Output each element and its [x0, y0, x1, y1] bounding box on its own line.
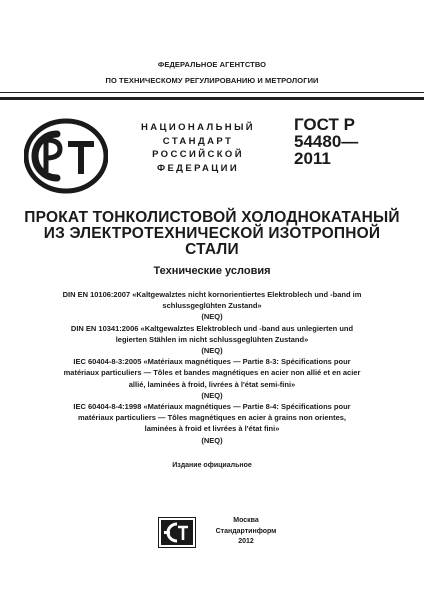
agency-subtitle: ПО ТЕХНИЧЕСКОМУ РЕГУЛИРОВАНИЮ И МЕТРОЛОГИИ [105, 76, 319, 85]
reference-line: allié, laminées à froid, livrées à l'état semi-fini» [128, 379, 296, 389]
national-standard-line: НАЦИОНАЛЬНЫЙ [141, 122, 255, 133]
title-line: ИЗ ЭЛЕКТРОТЕХНИЧЕСКОЙ ИЗОТРОПНОЙ [43, 225, 381, 242]
title-line: ПРОКАТ ТОНКОЛИСТОВОЙ ХОЛОДНОКАТАНЫЙ [24, 209, 400, 226]
publisher-name: Стандартинформ [215, 527, 277, 535]
national-standard-line: ФЕДЕРАЦИИ [156, 162, 240, 174]
gost-line: ГОСТ Р [294, 115, 355, 134]
header-rule-thick [0, 97, 424, 100]
gost-number [294, 116, 358, 167]
reference-line: legierten Stählen im nicht schlussgeglühten Zustand» [115, 334, 309, 344]
reference-line: (NEQ) [201, 435, 223, 445]
reference-line: DIN EN 10106:2007 «Kaltgewalztes nicht kornorientiertes Elektroblech und -band im [62, 290, 362, 299]
national-standard-line: СТАНДАРТ [162, 135, 234, 147]
agency-name: ФЕДЕРАЛЬНОЕ АГЕНТСТВО [157, 60, 267, 69]
header-rule-thin [0, 92, 424, 93]
document-subtitle: Технические условия [153, 265, 271, 277]
gost-line: 2011 [294, 149, 331, 168]
publisher-city: Москва [233, 517, 259, 524]
reference-line: IEC 60404-8-3:2005 «Matériaux magnétiques — Partie 8-3: Spécifications pour [73, 357, 351, 367]
publication-year: 2012 [238, 538, 254, 545]
reference-line: DIN EN 10341:2006 «Kaltgewalztes Elektroblech und -band aus unlegierten und [70, 323, 354, 333]
document-title [0, 210, 424, 258]
reference-line: matériaux particuliers — Tôles et bandes magnétiques en acier non allié et en acier [63, 368, 361, 378]
gost-line: 54480— [294, 132, 359, 151]
reference-line: IEC 60404-8-4:1998 «Matériaux magnétiques — Partie 8-4: Spécifications pour [73, 402, 351, 412]
edition-label: Издание официальное [172, 462, 252, 469]
reference-line: (NEQ) [201, 312, 223, 322]
reference-line: schlussgeglühten Zustand» [162, 301, 262, 311]
reference-line: (NEQ) [201, 346, 223, 356]
reference-line: matériaux particuliers — Tôles magnétiques en acier à grains non orientes, [77, 413, 346, 423]
national-standard-line: РОССИЙСКОЙ [152, 149, 244, 160]
reference-line: (NEQ) [201, 390, 223, 400]
title-line: СТАЛИ [185, 241, 239, 258]
national-standard-block [128, 121, 268, 175]
rst-logo-icon [24, 118, 108, 194]
standartinform-logo-icon [158, 517, 196, 548]
reference-standards [22, 289, 402, 446]
publisher-info [200, 516, 292, 548]
reference-line: laminées à froid et livrées à l'état fini» [144, 424, 280, 434]
